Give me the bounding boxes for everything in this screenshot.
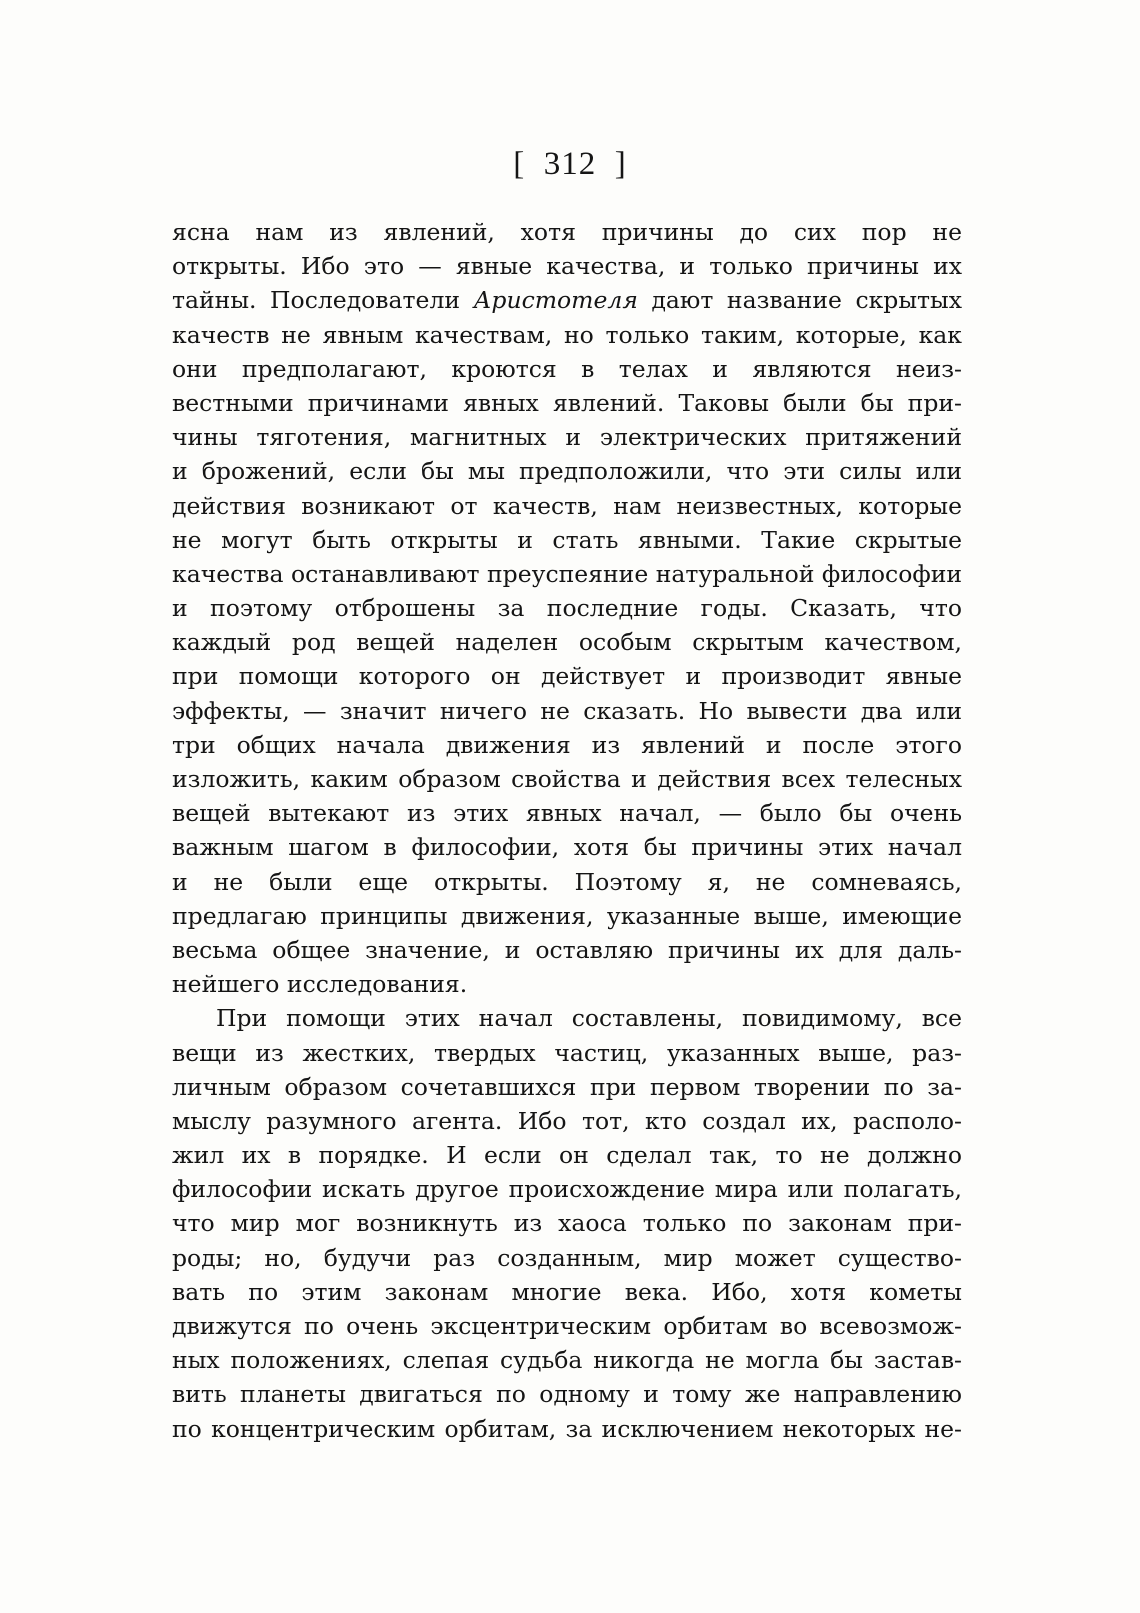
text-line: вещей вытекают из этих явных начал, — было бы очень	[172, 799, 962, 828]
text-line: нейшего исследования.	[172, 970, 468, 999]
text-line: весьма общее значение, и оставляю причины их для даль-	[172, 935, 962, 964]
text-line: мыслу разумного агента. Ибо тот, кто создал их, располо-	[172, 1106, 962, 1135]
text-line: три общих начала движения из явлений и после этого	[172, 730, 962, 759]
text-line: вить планеты двигаться по одному и тому же направлению	[172, 1380, 962, 1409]
text-line: по концентрическим орбитам, за исключением некоторых не-	[172, 1414, 962, 1443]
text-line: ясна нам из явлений, хотя причины до сих пор не	[172, 218, 962, 246]
text-line: предлагаю принципы движения, указанные выше, имеющие	[172, 901, 962, 930]
text-line	[172, 283, 962, 317]
text-line: и поэтому отброшены за последние годы. Сказать, что	[172, 594, 962, 623]
text-line: и не были еще открыты. Поэтому я, не сомневаясь,	[172, 867, 962, 896]
text-line: вестными причинами явных явлений. Таковы были бы при-	[172, 388, 962, 417]
text-line: при помощи которого он действует и производит явные	[172, 662, 962, 691]
text-line: что мир мог возникнуть из хаоса только по законам при-	[172, 1209, 962, 1238]
text-line: чины тяготения, магнитных и электрических притяжений	[172, 423, 962, 452]
text-line: изложить, каким образом свойства и действия всех телесных	[172, 765, 962, 793]
text-line: ных положениях, слепая судьба никогда не могла бы застав-	[172, 1346, 962, 1375]
italic-name: Аристотеля	[473, 286, 638, 315]
text-line: движутся по очень эксцентрическим орбитам во всевозмож-	[172, 1312, 962, 1340]
text-line: эффекты, — значит ничего не сказать. Но вывести два или	[172, 696, 962, 725]
text-segment: дают название скрытых	[637, 286, 962, 315]
body-text	[172, 215, 962, 1446]
text-line: открыты. Ибо это — явные качества, и только причины их	[172, 252, 962, 281]
text-segment: тайны. Последователи	[172, 286, 474, 315]
text-line: личным образом сочетавшихся при первом творении по за-	[172, 1072, 962, 1101]
text-line: важным шагом в философии, хотя бы причины этих начал	[172, 833, 962, 862]
text-line: и брожений, если бы мы предположили, что эти силы или	[172, 457, 962, 486]
text-line: жил их в порядке. И если он сделал так, то не должно	[172, 1141, 962, 1170]
text-line: не могут быть открыты и стать явными. Такие скрытые	[172, 525, 962, 554]
text-line: действия возникают от качеств, нам неизвестных, которые	[172, 491, 962, 520]
text-line: вать по этим законам многие века. Ибо, хотя кометы	[172, 1277, 962, 1306]
text-line: вещи из жестких, твердых частиц, указанных выше, раз-	[172, 1038, 962, 1067]
page-number: [ 312 ]	[513, 146, 627, 182]
text-line: философии искать другое происхождение мира или полагать,	[172, 1175, 962, 1204]
text-line: качества останавливают преуспеяние натуральной философии	[172, 559, 963, 588]
text-line: каждый род вещей наделен особым скрытым качеством,	[172, 628, 962, 657]
text-line: роды; но, будучи раз созданным, мир может существо-	[172, 1243, 962, 1272]
text-line: качеств не явным качествам, но только таким, которые, как	[172, 320, 962, 349]
text-line: они предполагают, кроются в телах и являются неиз-	[172, 354, 962, 383]
text-line: При помощи этих начал составлены, повидимому, все	[216, 1004, 962, 1033]
